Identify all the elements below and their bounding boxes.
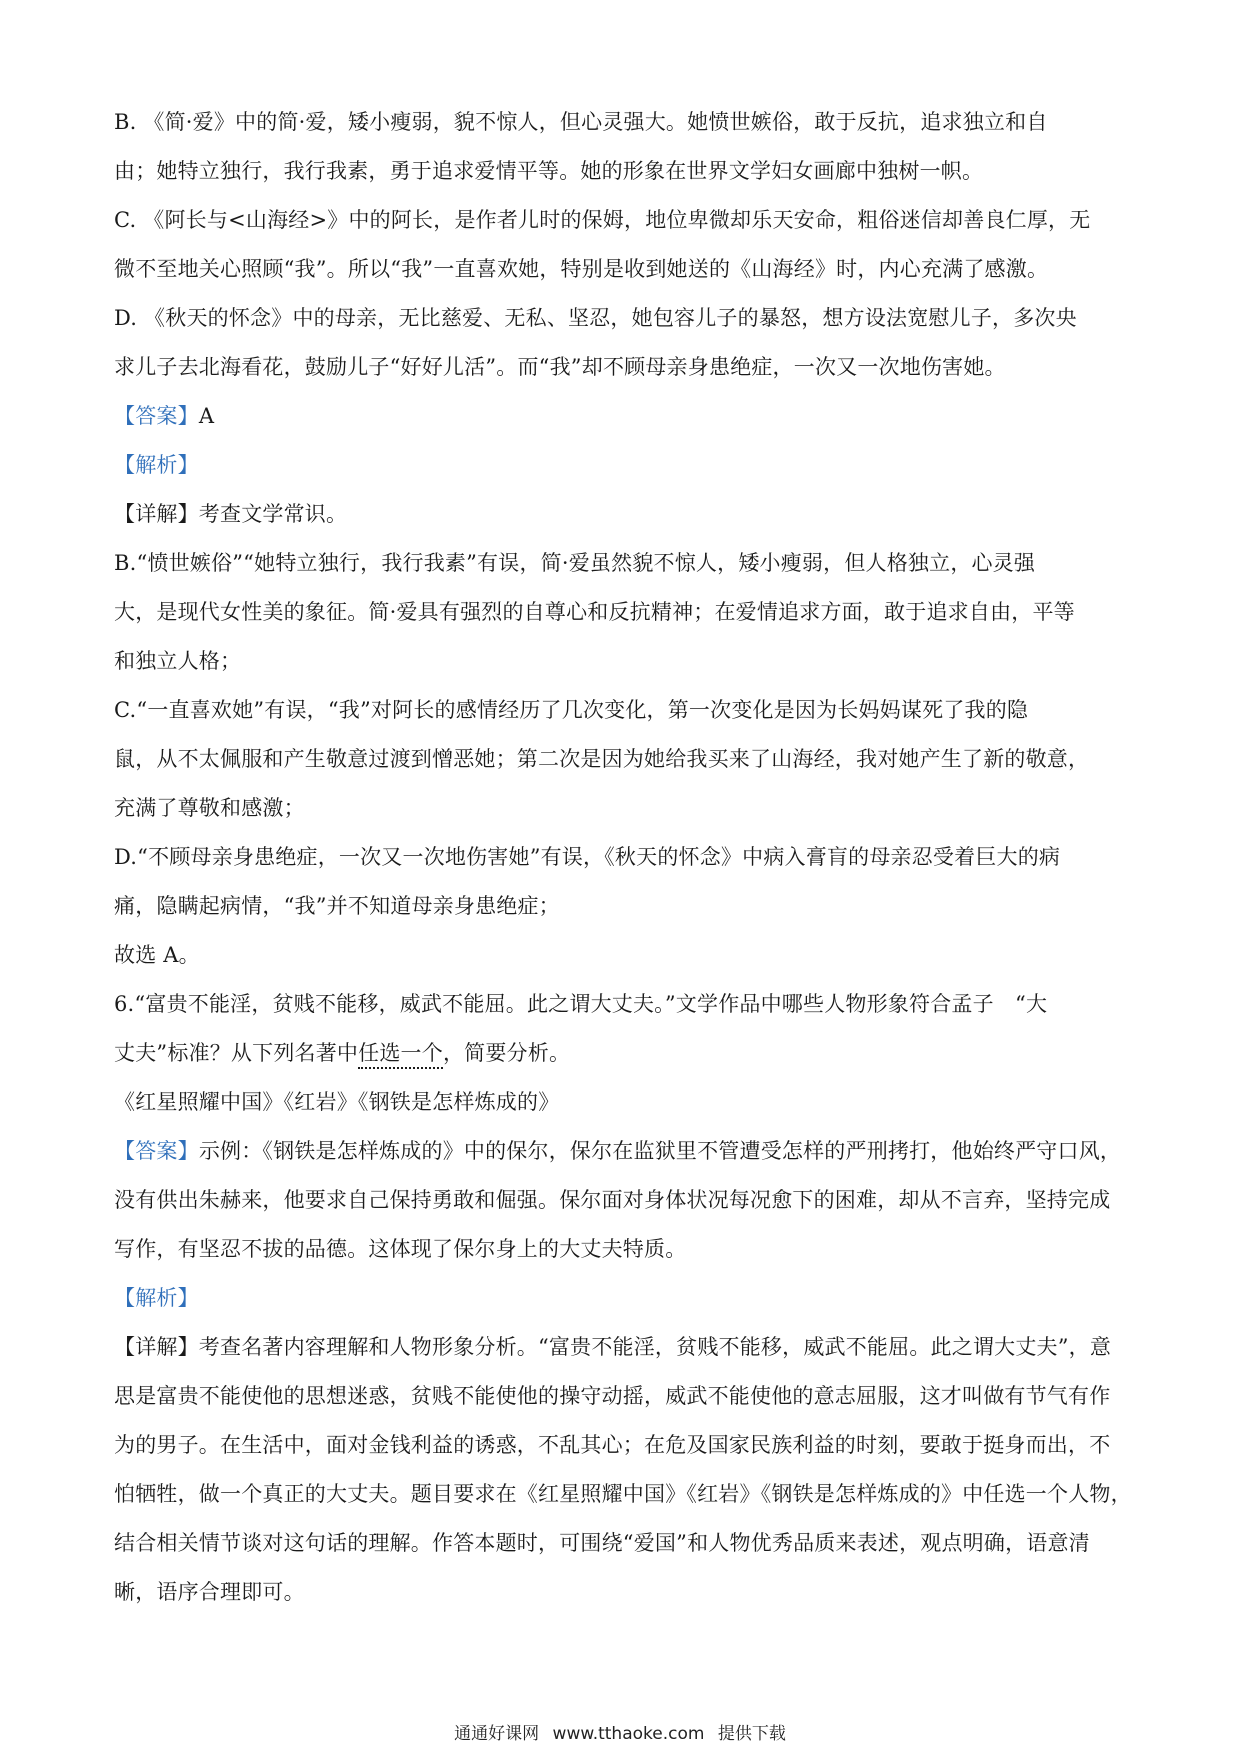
q6-books: 《红星照耀中国》《红岩》《钢铁是怎样炼成的》 xyxy=(114,1090,560,1114)
q6-detail-line-4: 怕牺牲，做一个真正的大丈夫。题目要求在《红星照耀中国》《红岩》《钢铁是怎样炼成的》中任选一个人物， xyxy=(114,1482,1132,1506)
q6-analysis xyxy=(114,1274,1134,1323)
q6-answer-text-1: 示例：《钢铁是怎样炼成的》中的保尔，保尔在监狱里不管遭受怎样的严刑拷打，他始终严守口风， xyxy=(198,1139,1122,1163)
q6-detail-line-6: 晰，语序合理即可。 xyxy=(114,1580,305,1604)
option-b-line-2: 由；她特立独行，我行我素，勇于追求爱情平等。她的形象在世界文学妇女画廊中独树一帜。 xyxy=(114,159,984,183)
q6-detail-line-3: 为的男子。在生活中，面对金钱利益的诱惑，不乱其心；在危及国家民族利益的时刻，要敢于挺身而出，不 xyxy=(114,1433,1111,1457)
q6-stem-emphasis: 任选一个 xyxy=(358,1041,443,1069)
q6-answer-line-1 xyxy=(114,1127,1134,1176)
option-d-line-2: 求儿子去北海看花，鼓励儿子“好好儿活”。而“我”却不顾母亲身患绝症，一次又一次地伤害她。 xyxy=(114,355,1006,379)
q5-conclusion: 故选 A。 xyxy=(114,943,200,967)
explain-c-line-3: 充满了尊敬和感激； xyxy=(114,796,305,820)
q6-stem-line-2 xyxy=(114,1029,1134,1078)
q6-detail-line-2: 思是富贵不能使他的思想迷惑，贫贱不能使他的操守动摇，威武不能使他的意志屈服，这才叫做有节气有作 xyxy=(114,1384,1111,1408)
option-c-line-2: 微不至地关心照顾“我”。所以“我”一直喜欢她，特别是收到她送的《山海经》时，内心充满了感激。 xyxy=(114,257,1049,281)
explain-c-line-1: C.“一直喜欢她”有误，“我”对阿长的感情经历了几次变化，第一次变化是因为长妈妈谋死了我的隐 xyxy=(114,698,1029,722)
page-content xyxy=(114,98,1134,1617)
footer-site-name: 通通好课网 xyxy=(454,1724,540,1744)
answer-tag: 【答案】 xyxy=(114,404,199,428)
q5-answer xyxy=(114,392,1134,441)
page-footer xyxy=(0,1719,1240,1744)
analysis-tag: 【解析】 xyxy=(114,453,199,477)
q6-stem-line-1: 6.“富贵不能淫，贫贱不能移，威武不能屈。此之谓大丈夫。”文学作品中哪些人物形象符合孟子 “大 xyxy=(114,992,1048,1016)
explain-d-line-1: D.“不顾母亲身患绝症，一次又一次地伤害她”有误，《秋天的怀念》中病入膏肓的母亲忍受着巨大的病 xyxy=(114,845,1061,869)
q6-answer-line-3: 写作，有坚忍不拔的品德。这体现了保尔身上的大丈夫特质。 xyxy=(114,1237,687,1261)
explain-b-line-3: 和独立人格； xyxy=(114,649,242,673)
explain-b-line-2: 大，是现代女性美的象征。简·爱具有强烈的自尊心和反抗精神；在爱情追求方面，敢于追求自由，平等 xyxy=(114,600,1075,624)
footer-url[interactable]: www.tthaoke.com xyxy=(552,1724,705,1744)
footer-suffix: 提供下载 xyxy=(717,1724,786,1744)
q6-answer-line-2: 没有供出朱赫来，他要求自己保持勇敢和倔强。保尔面对身体状况每况愈下的困难，却从不言弃，坚持完成 xyxy=(114,1188,1111,1212)
option-d-line-1: D. 《秋天的怀念》中的母亲，无比慈爱、无私、坚忍，她包容儿子的暴怒，想方设法宽慰儿子，多次央 xyxy=(114,306,1077,330)
q6-stem-part-b: ，简要分析。 xyxy=(442,1041,571,1065)
answer-value: A xyxy=(198,404,215,428)
explain-d-line-2: 痛，隐瞒起病情，“我”并不知道母亲身患绝症； xyxy=(114,894,560,918)
q6-analysis-tag: 【解析】 xyxy=(114,1286,199,1310)
explain-b-line-1: B.“愤世嫉俗”“她特立独行，我行我素”有误，简·爱虽然貌不惊人，矮小瘦弱，但人格独立，心灵强 xyxy=(114,551,1036,575)
q5-analysis xyxy=(114,441,1134,490)
q6-stem-part-a: 丈夫”标准？从下列名著中 xyxy=(114,1041,359,1065)
explain-c-line-2: 鼠，从不太佩服和产生敬意过渡到憎恶她；第二次是因为她给我买来了山海经，我对她产生了新的敬意， xyxy=(114,747,1090,771)
q5-detail: 【详解】考查文学常识。 xyxy=(114,502,348,526)
q6-answer-tag: 【答案】 xyxy=(114,1139,199,1163)
q6-detail-line-1: 【详解】考查名著内容理解和人物形象分析。“富贵不能淫，贫贱不能移，威武不能屈。此之谓大丈夫”，意 xyxy=(114,1335,1112,1359)
option-b-line-1: B. 《简·爱》中的简·爱，矮小瘦弱，貌不惊人，但心灵强大。她愤世嫉俗，敢于反抗，追求独立和自 xyxy=(114,110,1048,134)
option-c-line-1: C. 《阿长与<山海经>》中的阿长，是作者儿时的保姆，地位卑微却乐天安命，粗俗迷信却善良仁厚，无 xyxy=(114,208,1091,232)
q6-detail-line-5: 结合相关情节谈对这句话的理解。作答本题时，可围绕“爱国”和人物优秀品质来表述，观点明确，语意清 xyxy=(114,1531,1090,1555)
